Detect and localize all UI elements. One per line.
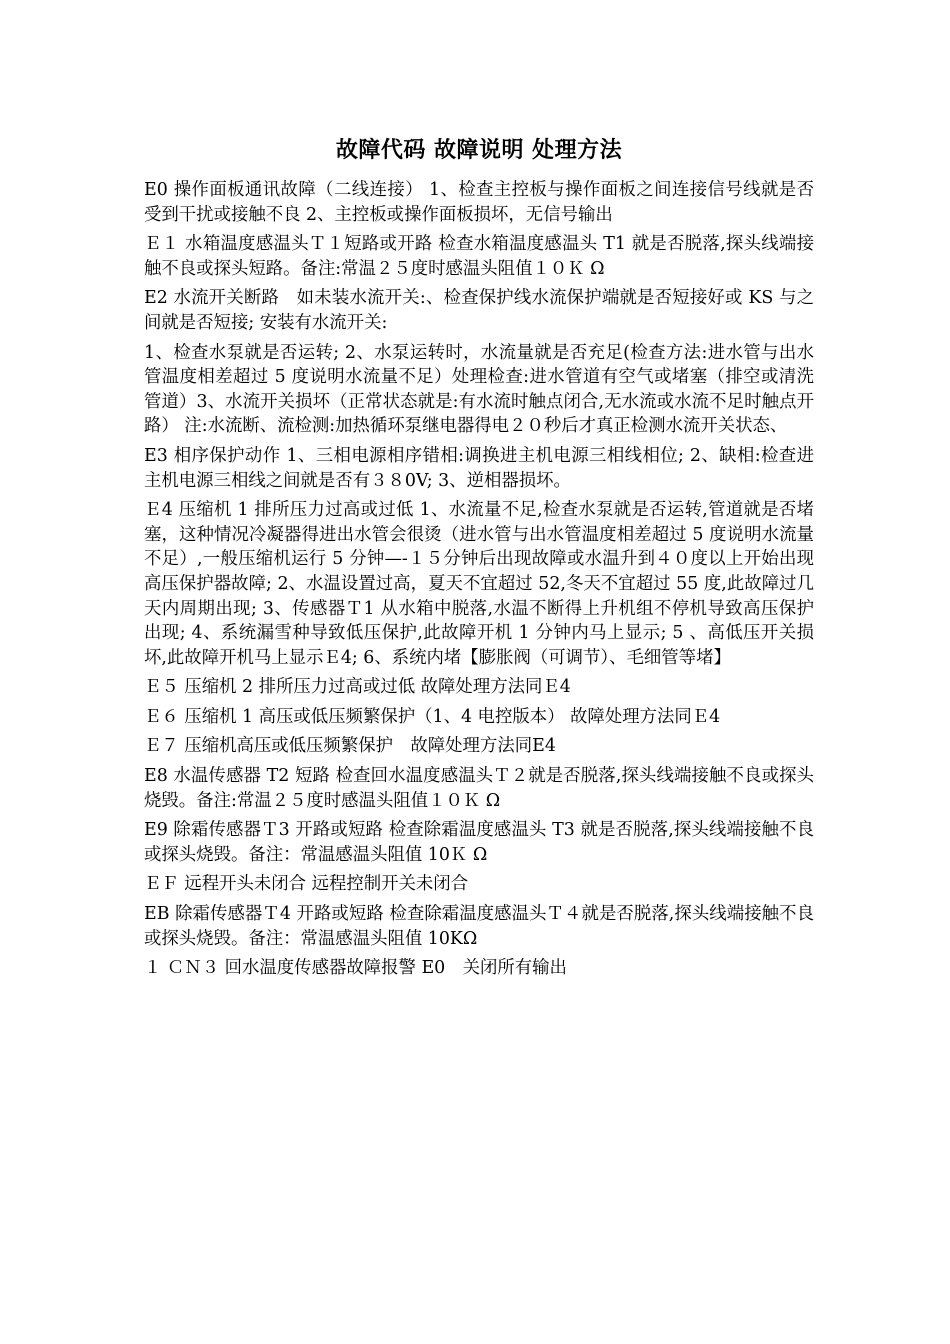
paragraph-e0: E0 操作面板通讯故障（二线连接） 1、检查主控板与操作面板之间连接信号线就是否受到干扰或接触不良 2、主控板或操作面板损坏，无信号输出 — [144, 180, 814, 225]
paragraph-e3: E3 相序保护动作 1、三相电源相序错相:调换进主机电源三相线相位; 2、缺相:检查进主机电源三相线之间就是否有３８0V; 3、逆相器损坏。 — [144, 445, 814, 491]
paragraph-cn3: １ ＣＮ３ 回水温度传感器故障报警 E0 关闭所有输出 — [144, 958, 567, 979]
paragraph-eb: EB 除霜传感器Ｔ4 开路或短路 检查除霜温度感温头Ｔ４就是否脱落,探头线端接触不良或探头烧毁。备注：常温感温头阻值 10KΩ — [144, 904, 814, 949]
paragraph-e6: Ｅ６ 压缩机 1 高压或低压频繁保护（1、4 电控版本） 故障处理方法同Ｅ4 — [144, 706, 721, 727]
paragraph-e8: E8 水温传感器 T2 短路 检查回水温度感温头Ｔ２就是否脱落,探头线端接触不良或探头烧毁。备注:常温２５度时感温头阻值１０Ｋ Ω — [144, 766, 814, 811]
paragraph-e7: Ｅ７ 压缩机高压或低压频繁保护 故障处理方法同E4 — [144, 736, 556, 757]
document-page — [144, 132, 814, 986]
paragraph-e9: E9 除霜传感器Ｔ3 开路或短路 检查除霜温度感温头 T3 就是否脱落,探头线端接触不良或探头烧毁。备注：常温感温头阻值 10Ｋ Ω — [144, 820, 814, 865]
paragraph-ef: ＥＦ 远程开头未闭合 远程控制开关未闭合 — [144, 874, 469, 895]
paragraph-e5: Ｅ５ 压缩机 2 排所压力过高或过低 故障处理方法同Ｅ4 — [144, 677, 571, 698]
paragraph-e1: Ｅ１ 水箱温度感温头Ｔ１短路或开路 检查水箱温度感温头 T1 就是否脱落,探头线端接触不良或探头短路。备注:常温２５度时感温头阻值１０Ｋ Ω — [144, 234, 814, 279]
paragraph-e2-details: 1、检查水泵就是否运转; 2、水泵运转时，水流量就是否充足(检查方法:进水管与出水管温度相差超过 5 度说明水流量不足）处理检查:进水管道有空气或堵塞（排空或清洗管道）3、水流开关损坏（正常状态就是:有水流时触点闭合,无水流或水流不足时触点开路） 注:水流断、流检测:加热循环泵继电器得电２０秒后才真正检测水流开关状态、 — [144, 342, 814, 437]
paragraph-e2: E2 水流开关断路 如未装水流开关:、检查保护线水流保护端就是否短接好或 KS 与之间就是否短接; 安装有水流开关: — [144, 288, 814, 333]
document-title: 故障代码 故障说明 处理方法 — [335, 137, 623, 163]
paragraph-e4: Ｅ4 压缩机 1 排所压力过高或过低 1、水流量不足,检查水泵就是否运转,管道就是否堵塞，这种情况冷凝器得进出水管会很烫（进水管与出水管温度相差超过 5 度说明水流量不足）,一般压缩机运行 5 分钟—-１５分钟后出现故障或水温升到４０度以上开始出现高压保护器故障; 2、水温设置过高，夏天不宜超过 52,冬天不宜超过 55 度,此故障过几天内周期出现; 3、传感器Ｔ1 从水箱中脱落,水温不断得上升机组不停机导致高压保护出现; 4、系统漏雪种导致低压保护,此故障开机 1 分钟内马上显示; 5 、高低压开关损坏,此故障开机马上显示Ｅ4; 6、系统内堵【膨胀阀（可调节）、毛细管等堵】 — [144, 500, 814, 668]
